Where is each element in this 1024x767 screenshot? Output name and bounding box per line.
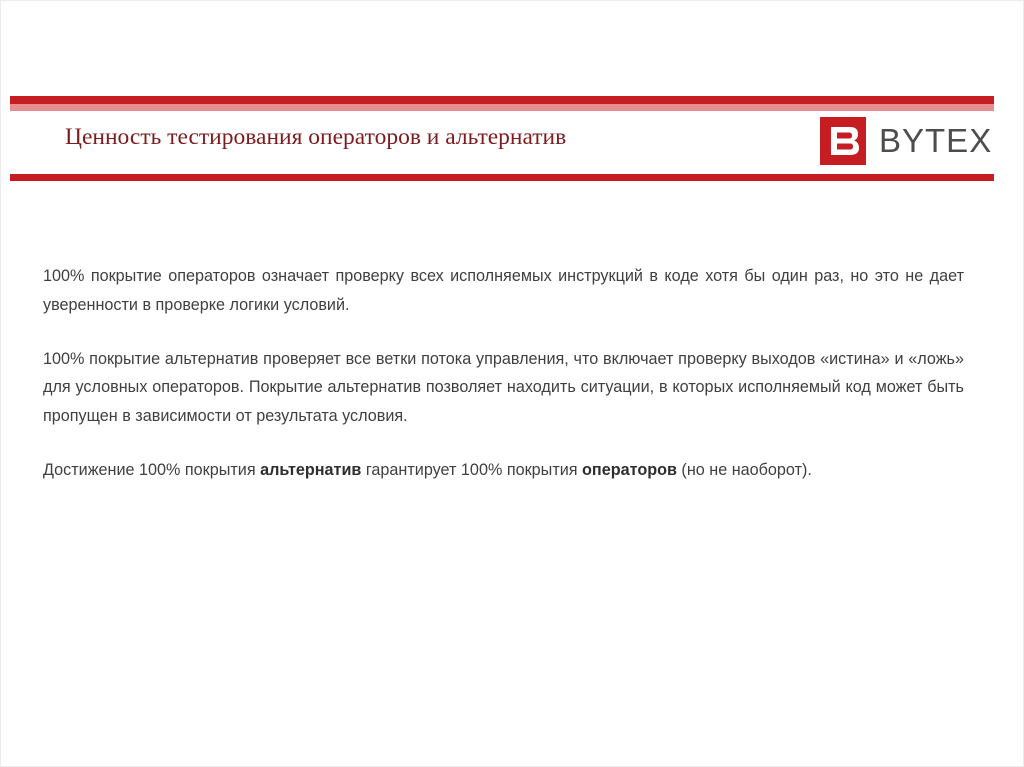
conclusion-text-3: (но не наоборот). [676, 460, 812, 479]
conclusion-bold-branches: альтернатив [260, 460, 362, 479]
conclusion-bold-statements: операторов [582, 460, 677, 479]
slide-body [43, 262, 964, 510]
paragraph-statement-coverage: 100% покрытие операторов означает проверку всех исполняемых инструкций в коде хотя бы один раз, но это не дает уверенности в проверке логики условий. [43, 267, 964, 314]
conclusion-text-1: Достижение 100% покрытия [43, 460, 261, 479]
slide-title: Ценность тестирования операторов и альтернатив [65, 124, 567, 150]
paragraph-conclusion [43, 456, 964, 485]
conclusion-text-2: гарантирует 100% покрытия [361, 460, 583, 479]
header-band-bottom [10, 174, 994, 181]
bytex-logo [820, 117, 992, 165]
bytex-logo-icon [820, 117, 866, 165]
logo-text: BYTEX [879, 122, 993, 159]
paragraph-branch-coverage: 100% покрытие альтернатив проверяет все ветки потока управления, что включает проверку выходов «истина» и «ложь» для условных операторов. Покрытие альтернатив позволяет находить ситуации, в которых исполняемый код может быть пропущен в зависимости от результата условия. [43, 349, 964, 426]
header-band-top [10, 96, 994, 111]
